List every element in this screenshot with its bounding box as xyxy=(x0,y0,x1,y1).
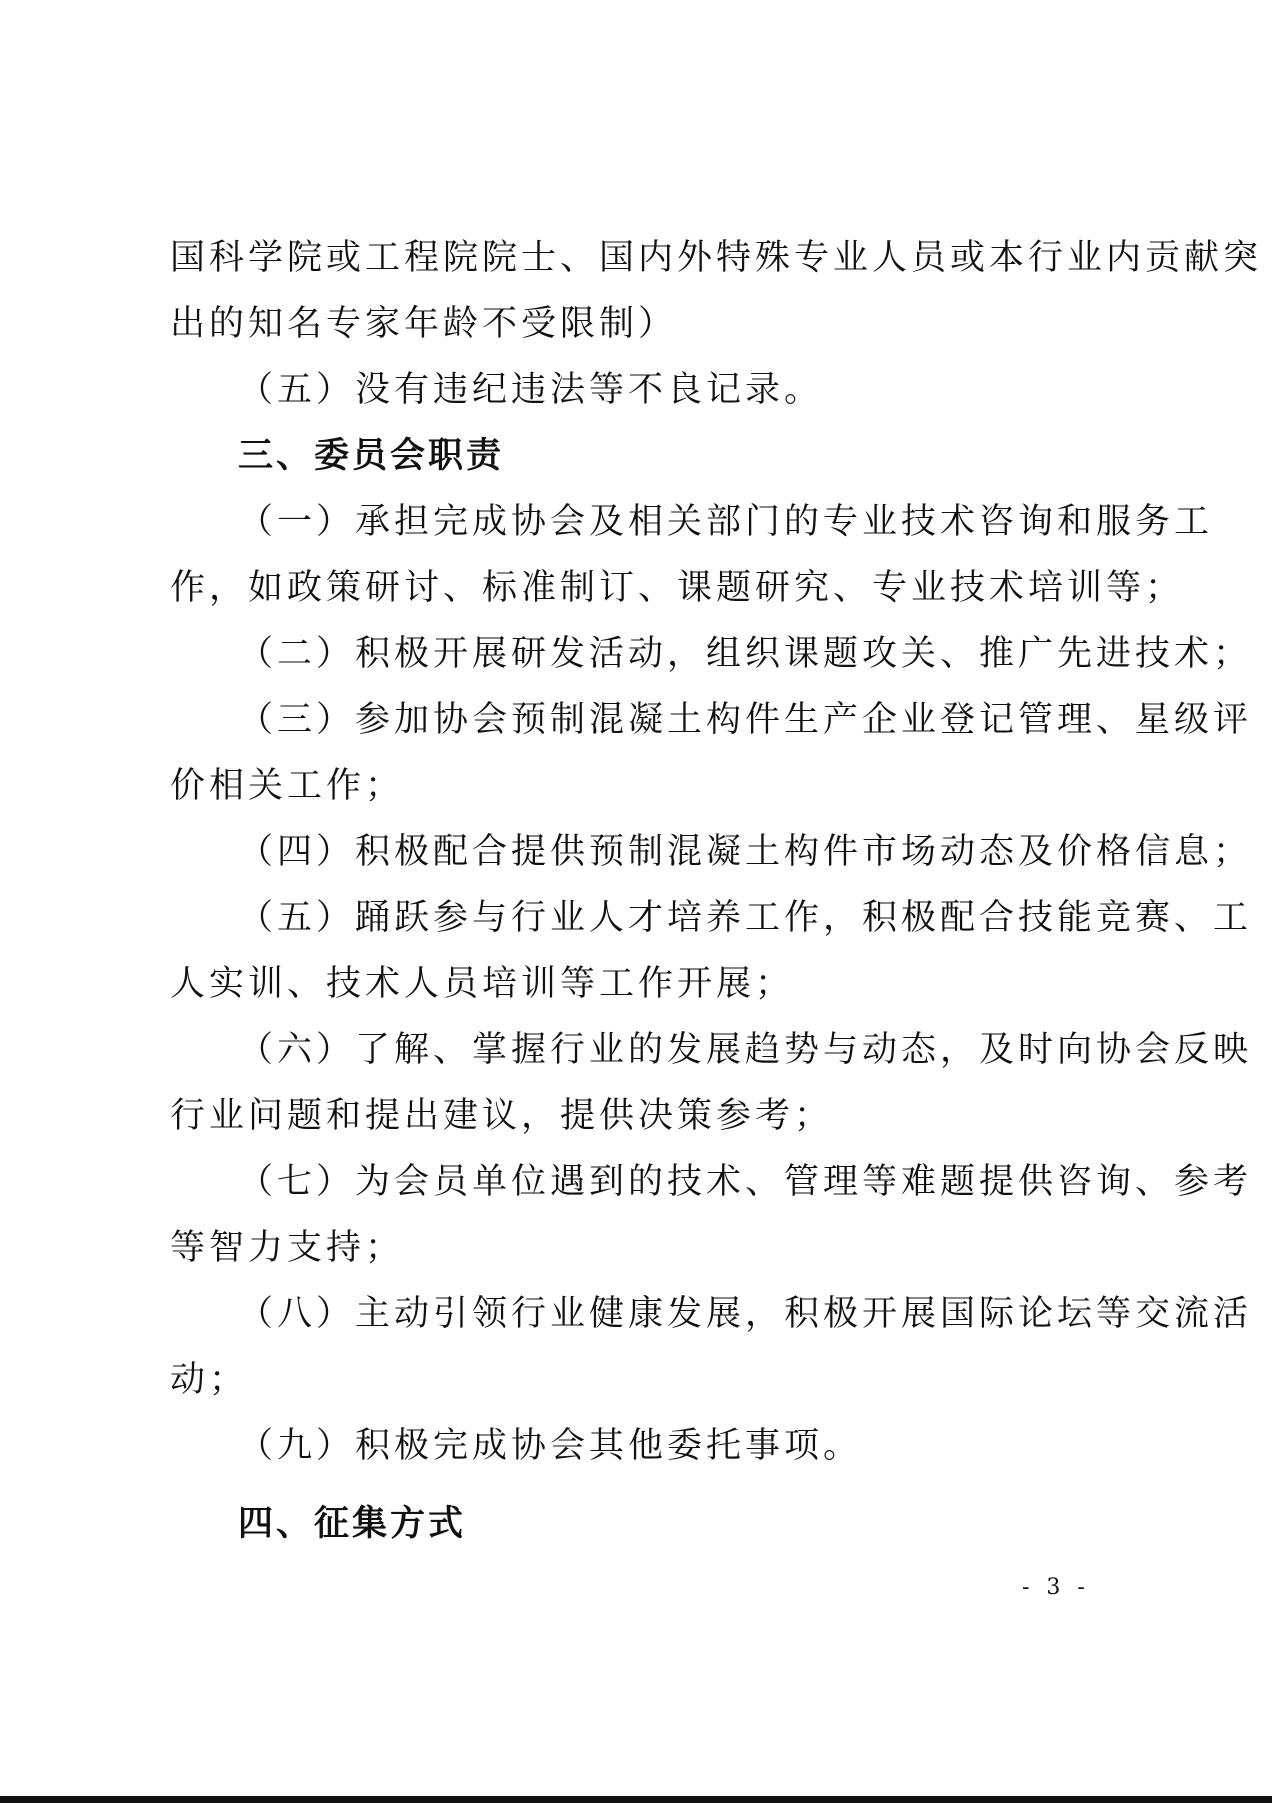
list-item-line: （五）没有违纪违法等不良记录。 xyxy=(238,370,824,410)
list-item-line: （一）承担完成协会及相关部门的专业技术咨询和服务工 xyxy=(238,502,1214,542)
list-item-line: （四）积极配合提供预制混凝土构件市场动态及价格信息； xyxy=(238,832,1253,872)
page-number: - 3 - xyxy=(1022,1575,1090,1600)
body-text-line: 出的知名专家年龄不受限制） xyxy=(170,304,678,344)
list-item-line: （六）了解、掌握行业的发展趋势与动态，及时向协会反映 xyxy=(238,1030,1253,1070)
body-text-line: 人实训、技术人员培训等工作开展； xyxy=(170,964,795,1004)
body-text-line: 等智力支持； xyxy=(170,1228,405,1268)
section-heading: 四、征集方式 xyxy=(238,1504,467,1544)
bottom-border-line xyxy=(0,1796,1272,1803)
list-item-line: （九）积极完成协会其他委托事项。 xyxy=(238,1426,863,1466)
list-item-line: （五）踊跃参与行业人才培养工作，积极配合技能竞赛、工 xyxy=(238,898,1253,938)
list-item-line: （二）积极开展研发活动，组织课题攻关、推广先进技术； xyxy=(238,634,1253,674)
section-heading: 三、委员会职责 xyxy=(238,436,505,476)
body-text-line: 国科学院或工程院院士、国内外特殊专业人员或本行业内贡献突 xyxy=(170,238,1263,278)
body-text-line: 动； xyxy=(170,1360,249,1400)
list-item-line: （三）参加协会预制混凝土构件生产企业登记管理、星级评 xyxy=(238,700,1253,740)
list-item-line: （八）主动引领行业健康发展，积极开展国际论坛等交流活 xyxy=(238,1294,1253,1334)
body-text-line: 作，如政策研讨、标准制订、课题研究、专业技术培训等； xyxy=(170,568,1185,608)
list-item-line: （七）为会员单位遇到的技术、管理等难题提供咨询、参考 xyxy=(238,1162,1253,1202)
body-text-line: 行业问题和提出建议，提供决策参考； xyxy=(170,1096,834,1136)
body-text-line: 价相关工作； xyxy=(170,766,405,806)
